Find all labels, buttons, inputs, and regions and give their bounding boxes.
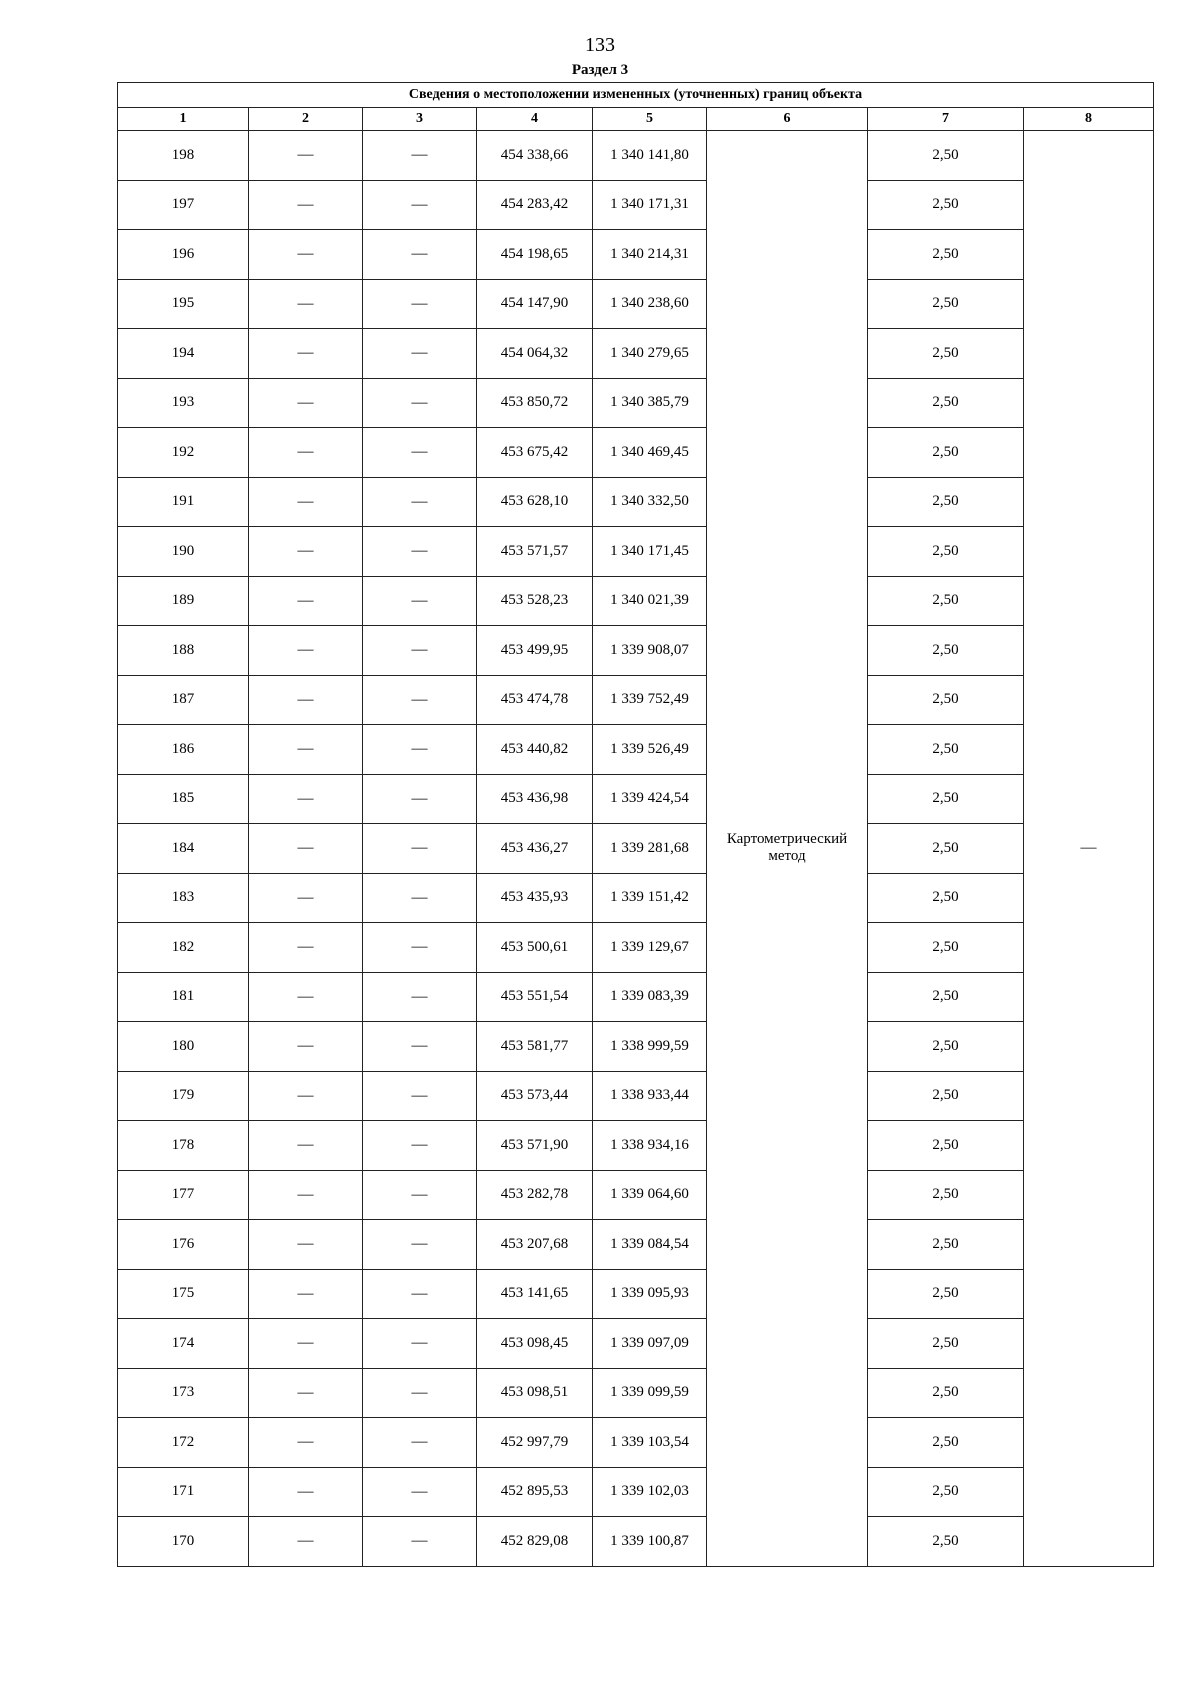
precision-cell: 2,50 bbox=[868, 1121, 1024, 1171]
x-coordinate-cell: 453 499,95 bbox=[477, 626, 593, 676]
x-coordinate-cell: 453 474,78 bbox=[477, 675, 593, 725]
x-coordinate-cell: 454 283,42 bbox=[477, 180, 593, 230]
table-row bbox=[118, 1121, 1154, 1171]
x-coordinate-cell: 453 282,78 bbox=[477, 1170, 593, 1220]
x-coordinate-cell: 453 581,77 bbox=[477, 1022, 593, 1072]
column3-cell: — bbox=[363, 1071, 477, 1121]
x-coordinate-cell: 452 829,08 bbox=[477, 1517, 593, 1567]
precision-cell: 2,50 bbox=[868, 923, 1024, 973]
column-number: 4 bbox=[477, 108, 593, 131]
point-number-cell: 173 bbox=[118, 1368, 249, 1418]
x-coordinate-cell: 453 435,93 bbox=[477, 873, 593, 923]
table-row bbox=[118, 824, 1154, 874]
table-row bbox=[118, 1071, 1154, 1121]
precision-cell: 2,50 bbox=[868, 1022, 1024, 1072]
x-coordinate-cell: 453 571,57 bbox=[477, 527, 593, 577]
column3-cell: — bbox=[363, 477, 477, 527]
point-number-cell: 179 bbox=[118, 1071, 249, 1121]
column2-cell: — bbox=[249, 576, 363, 626]
y-coordinate-cell: 1 339 103,54 bbox=[593, 1418, 707, 1468]
column3-cell: — bbox=[363, 774, 477, 824]
y-coordinate-cell: 1 339 752,49 bbox=[593, 675, 707, 725]
point-number-cell: 171 bbox=[118, 1467, 249, 1517]
table-row bbox=[118, 1319, 1154, 1369]
column2-cell: — bbox=[249, 626, 363, 676]
column-number: 5 bbox=[593, 108, 707, 131]
table-row bbox=[118, 131, 1154, 181]
column3-cell: — bbox=[363, 576, 477, 626]
x-coordinate-cell: 453 141,65 bbox=[477, 1269, 593, 1319]
x-coordinate-cell: 453 207,68 bbox=[477, 1220, 593, 1270]
column3-cell: — bbox=[363, 1170, 477, 1220]
point-number-cell: 189 bbox=[118, 576, 249, 626]
x-coordinate-cell: 454 064,32 bbox=[477, 329, 593, 379]
y-coordinate-cell: 1 339 099,59 bbox=[593, 1368, 707, 1418]
x-coordinate-cell: 453 500,61 bbox=[477, 923, 593, 973]
precision-cell: 2,50 bbox=[868, 1467, 1024, 1517]
column2-cell: — bbox=[249, 477, 363, 527]
column2-cell: — bbox=[249, 279, 363, 329]
point-number-cell: 194 bbox=[118, 329, 249, 379]
table-row bbox=[118, 972, 1154, 1022]
column2-cell: — bbox=[249, 774, 363, 824]
column-number: 3 bbox=[363, 108, 477, 131]
column3-cell: — bbox=[363, 230, 477, 280]
x-coordinate-cell: 453 551,54 bbox=[477, 972, 593, 1022]
point-number-cell: 186 bbox=[118, 725, 249, 775]
column3-cell: — bbox=[363, 824, 477, 874]
column2-cell: — bbox=[249, 527, 363, 577]
x-coordinate-cell: 453 098,45 bbox=[477, 1319, 593, 1369]
point-number-cell: 180 bbox=[118, 1022, 249, 1072]
y-coordinate-cell: 1 340 279,65 bbox=[593, 329, 707, 379]
point-number-cell: 184 bbox=[118, 824, 249, 874]
column3-cell: — bbox=[363, 626, 477, 676]
table-caption: Сведения о местоположении измененных (уточненных) границ объекта bbox=[118, 83, 1154, 108]
precision-cell: 2,50 bbox=[868, 725, 1024, 775]
precision-cell: 2,50 bbox=[868, 180, 1024, 230]
table-row bbox=[118, 675, 1154, 725]
y-coordinate-cell: 1 339 084,54 bbox=[593, 1220, 707, 1270]
table-row bbox=[118, 626, 1154, 676]
boundary-table bbox=[117, 82, 1154, 1567]
table-row bbox=[118, 230, 1154, 280]
point-number-cell: 193 bbox=[118, 378, 249, 428]
point-number-cell: 187 bbox=[118, 675, 249, 725]
column2-cell: — bbox=[249, 1170, 363, 1220]
y-coordinate-cell: 1 339 097,09 bbox=[593, 1319, 707, 1369]
column2-cell: — bbox=[249, 428, 363, 478]
table-row bbox=[118, 279, 1154, 329]
column3-cell: — bbox=[363, 1418, 477, 1468]
table-row bbox=[118, 329, 1154, 379]
point-number-cell: 177 bbox=[118, 1170, 249, 1220]
column2-cell: — bbox=[249, 1220, 363, 1270]
y-coordinate-cell: 1 340 238,60 bbox=[593, 279, 707, 329]
y-coordinate-cell: 1 340 469,45 bbox=[593, 428, 707, 478]
precision-cell: 2,50 bbox=[868, 378, 1024, 428]
table-row bbox=[118, 477, 1154, 527]
section-title: Раздел 3 bbox=[571, 62, 629, 78]
y-coordinate-cell: 1 340 171,45 bbox=[593, 527, 707, 577]
table-row bbox=[118, 1269, 1154, 1319]
precision-cell: 2,50 bbox=[868, 131, 1024, 181]
column2-cell: — bbox=[249, 675, 363, 725]
point-number-cell: 182 bbox=[118, 923, 249, 973]
column2-cell: — bbox=[249, 1368, 363, 1418]
column2-cell: — bbox=[249, 873, 363, 923]
point-number-cell: 197 bbox=[118, 180, 249, 230]
y-coordinate-cell: 1 340 332,50 bbox=[593, 477, 707, 527]
x-coordinate-cell: 454 198,65 bbox=[477, 230, 593, 280]
point-number-cell: 185 bbox=[118, 774, 249, 824]
column-number: 8 bbox=[1024, 108, 1154, 131]
y-coordinate-cell: 1 340 214,31 bbox=[593, 230, 707, 280]
precision-cell: 2,50 bbox=[868, 527, 1024, 577]
table-row bbox=[118, 1022, 1154, 1072]
precision-cell: 2,50 bbox=[868, 873, 1024, 923]
precision-cell: 2,50 bbox=[868, 576, 1024, 626]
precision-cell: 2,50 bbox=[868, 230, 1024, 280]
x-coordinate-cell: 452 895,53 bbox=[477, 1467, 593, 1517]
y-coordinate-cell: 1 339 100,87 bbox=[593, 1517, 707, 1567]
x-coordinate-cell: 454 338,66 bbox=[477, 131, 593, 181]
x-coordinate-cell: 453 850,72 bbox=[477, 378, 593, 428]
column3-cell: — bbox=[363, 873, 477, 923]
table-row bbox=[118, 576, 1154, 626]
column3-cell: — bbox=[363, 1368, 477, 1418]
point-number-cell: 191 bbox=[118, 477, 249, 527]
column2-cell: — bbox=[249, 1071, 363, 1121]
column2-cell: — bbox=[249, 824, 363, 874]
table-row bbox=[118, 725, 1154, 775]
x-coordinate-cell: 453 628,10 bbox=[477, 477, 593, 527]
column3-cell: — bbox=[363, 1467, 477, 1517]
column3-cell: — bbox=[363, 1121, 477, 1171]
y-coordinate-cell: 1 338 934,16 bbox=[593, 1121, 707, 1171]
column2-cell: — bbox=[249, 972, 363, 1022]
column2-cell: — bbox=[249, 923, 363, 973]
y-coordinate-cell: 1 338 999,59 bbox=[593, 1022, 707, 1072]
table-body bbox=[118, 131, 1154, 1567]
precision-cell: 2,50 bbox=[868, 1418, 1024, 1468]
column-number: 6 bbox=[707, 108, 868, 131]
column2-cell: — bbox=[249, 378, 363, 428]
column-number: 7 bbox=[868, 108, 1024, 131]
table-row bbox=[118, 1418, 1154, 1468]
y-coordinate-cell: 1 339 526,49 bbox=[593, 725, 707, 775]
column-number: 1 bbox=[118, 108, 249, 131]
table-row bbox=[118, 527, 1154, 577]
point-number-cell: 172 bbox=[118, 1418, 249, 1468]
y-coordinate-cell: 1 339 151,42 bbox=[593, 873, 707, 923]
column2-cell: — bbox=[249, 1418, 363, 1468]
precision-cell: 2,50 bbox=[868, 1368, 1024, 1418]
y-coordinate-cell: 1 339 281,68 bbox=[593, 824, 707, 874]
y-coordinate-cell: 1 340 171,31 bbox=[593, 180, 707, 230]
y-coordinate-cell: 1 339 129,67 bbox=[593, 923, 707, 973]
column3-cell: — bbox=[363, 1220, 477, 1270]
table-row bbox=[118, 378, 1154, 428]
column3-cell: — bbox=[363, 675, 477, 725]
y-coordinate-cell: 1 339 083,39 bbox=[593, 972, 707, 1022]
column3-cell: — bbox=[363, 428, 477, 478]
column2-cell: — bbox=[249, 1517, 363, 1567]
method-cell: Картометрический метод bbox=[707, 131, 868, 1567]
precision-cell: 2,50 bbox=[868, 1071, 1024, 1121]
column3-cell: — bbox=[363, 180, 477, 230]
column3-cell: — bbox=[363, 725, 477, 775]
point-number-cell: 183 bbox=[118, 873, 249, 923]
point-number-cell: 175 bbox=[118, 1269, 249, 1319]
x-coordinate-cell: 453 571,90 bbox=[477, 1121, 593, 1171]
column3-cell: — bbox=[363, 1269, 477, 1319]
column2-cell: — bbox=[249, 1467, 363, 1517]
table-row bbox=[118, 1467, 1154, 1517]
table-row bbox=[118, 1517, 1154, 1567]
column2-cell: — bbox=[249, 329, 363, 379]
precision-cell: 2,50 bbox=[868, 824, 1024, 874]
table-row bbox=[118, 1368, 1154, 1418]
column2-cell: — bbox=[249, 1319, 363, 1369]
y-coordinate-cell: 1 340 021,39 bbox=[593, 576, 707, 626]
x-coordinate-cell: 453 098,51 bbox=[477, 1368, 593, 1418]
y-coordinate-cell: 1 339 908,07 bbox=[593, 626, 707, 676]
point-number-cell: 174 bbox=[118, 1319, 249, 1369]
column2-cell: — bbox=[249, 230, 363, 280]
point-number-cell: 178 bbox=[118, 1121, 249, 1171]
y-coordinate-cell: 1 339 424,54 bbox=[593, 774, 707, 824]
point-number-cell: 190 bbox=[118, 527, 249, 577]
y-coordinate-cell: 1 339 064,60 bbox=[593, 1170, 707, 1220]
column3-cell: — bbox=[363, 279, 477, 329]
x-coordinate-cell: 453 436,27 bbox=[477, 824, 593, 874]
page-number: 133 bbox=[585, 34, 615, 56]
x-coordinate-cell: 453 440,82 bbox=[477, 725, 593, 775]
table-row bbox=[118, 428, 1154, 478]
y-coordinate-cell: 1 340 385,79 bbox=[593, 378, 707, 428]
y-coordinate-cell: 1 338 933,44 bbox=[593, 1071, 707, 1121]
x-coordinate-cell: 452 997,79 bbox=[477, 1418, 593, 1468]
column2-cell: — bbox=[249, 131, 363, 181]
column3-cell: — bbox=[363, 527, 477, 577]
precision-cell: 2,50 bbox=[868, 1269, 1024, 1319]
precision-cell: 2,50 bbox=[868, 477, 1024, 527]
precision-cell: 2,50 bbox=[868, 1170, 1024, 1220]
y-coordinate-cell: 1 340 141,80 bbox=[593, 131, 707, 181]
column8-cell: — bbox=[1024, 131, 1154, 1567]
precision-cell: 2,50 bbox=[868, 329, 1024, 379]
point-number-cell: 170 bbox=[118, 1517, 249, 1567]
column2-cell: — bbox=[249, 180, 363, 230]
column2-cell: — bbox=[249, 1269, 363, 1319]
precision-cell: 2,50 bbox=[868, 774, 1024, 824]
column3-cell: — bbox=[363, 329, 477, 379]
precision-cell: 2,50 bbox=[868, 1319, 1024, 1369]
x-coordinate-cell: 453 675,42 bbox=[477, 428, 593, 478]
point-number-cell: 195 bbox=[118, 279, 249, 329]
x-coordinate-cell: 453 528,23 bbox=[477, 576, 593, 626]
precision-cell: 2,50 bbox=[868, 626, 1024, 676]
table-row bbox=[118, 873, 1154, 923]
x-coordinate-cell: 453 573,44 bbox=[477, 1071, 593, 1121]
point-number-cell: 188 bbox=[118, 626, 249, 676]
x-coordinate-cell: 453 436,98 bbox=[477, 774, 593, 824]
y-coordinate-cell: 1 339 095,93 bbox=[593, 1269, 707, 1319]
table-row bbox=[118, 774, 1154, 824]
column2-cell: — bbox=[249, 1121, 363, 1171]
point-number-cell: 196 bbox=[118, 230, 249, 280]
column3-cell: — bbox=[363, 972, 477, 1022]
column3-cell: — bbox=[363, 378, 477, 428]
column3-cell: — bbox=[363, 1022, 477, 1072]
precision-cell: 2,50 bbox=[868, 1517, 1024, 1567]
y-coordinate-cell: 1 339 102,03 bbox=[593, 1467, 707, 1517]
precision-cell: 2,50 bbox=[868, 972, 1024, 1022]
table-row bbox=[118, 1170, 1154, 1220]
table-row bbox=[118, 923, 1154, 973]
point-number-cell: 181 bbox=[118, 972, 249, 1022]
precision-cell: 2,50 bbox=[868, 428, 1024, 478]
precision-cell: 2,50 bbox=[868, 1220, 1024, 1270]
column2-cell: — bbox=[249, 725, 363, 775]
column3-cell: — bbox=[363, 1319, 477, 1369]
point-number-cell: 176 bbox=[118, 1220, 249, 1270]
precision-cell: 2,50 bbox=[868, 279, 1024, 329]
point-number-cell: 198 bbox=[118, 131, 249, 181]
precision-cell: 2,50 bbox=[868, 675, 1024, 725]
x-coordinate-cell: 454 147,90 bbox=[477, 279, 593, 329]
column3-cell: — bbox=[363, 923, 477, 973]
table-row bbox=[118, 180, 1154, 230]
column3-cell: — bbox=[363, 131, 477, 181]
point-number-cell: 192 bbox=[118, 428, 249, 478]
column-number: 2 bbox=[249, 108, 363, 131]
column2-cell: — bbox=[249, 1022, 363, 1072]
table-row bbox=[118, 1220, 1154, 1270]
column3-cell: — bbox=[363, 1517, 477, 1567]
